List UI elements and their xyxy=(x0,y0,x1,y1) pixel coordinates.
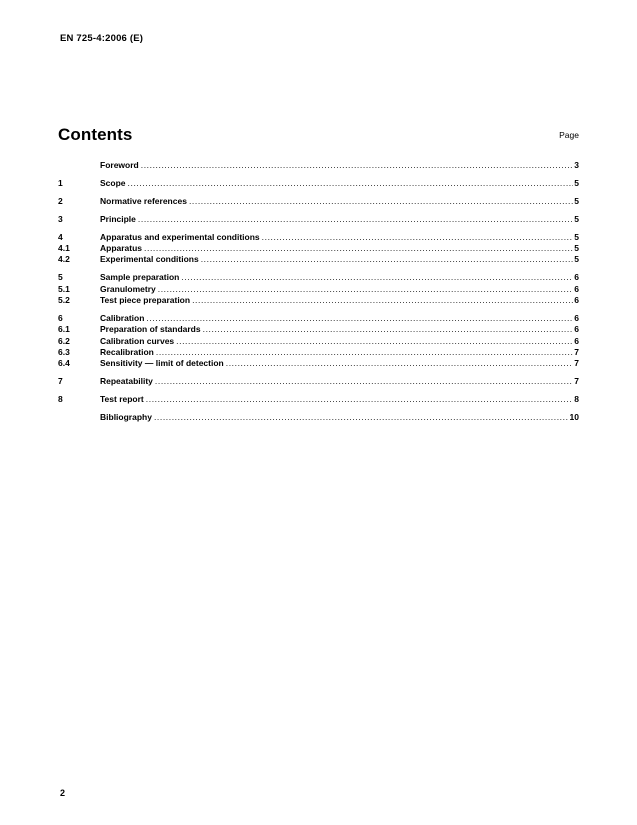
toc-entry-number: 6.1 xyxy=(58,324,70,335)
toc-entry-page: 6 xyxy=(574,272,579,283)
toc-leader-dots xyxy=(154,415,569,424)
toc-entry[interactable] xyxy=(58,178,579,189)
toc-entry-label: Repeatability xyxy=(100,376,153,387)
toc-leader-dots xyxy=(128,180,574,189)
toc-entry[interactable] xyxy=(58,347,579,358)
toc-entry-page: 5 xyxy=(574,177,579,188)
toc-entry[interactable] xyxy=(58,254,579,265)
toc-entry-label: Scope xyxy=(100,177,126,188)
toc-leader-dots xyxy=(146,397,573,406)
toc-entry-label: Test piece preparation xyxy=(100,295,191,305)
toc-entry-label: Apparatus and experimental conditions xyxy=(100,231,260,242)
toc-entry-page: 6 xyxy=(574,312,579,323)
toc-entry-label: Bibliography xyxy=(100,412,152,423)
toc-entry-label: Sensitivity — limit of detection xyxy=(100,358,224,369)
toc-leader-dots xyxy=(146,315,573,324)
toc-entry-page: 7 xyxy=(574,376,579,387)
toc-entry-number: 4 xyxy=(58,231,63,242)
toc-entry-page: 5 xyxy=(574,242,579,253)
page-title: Contents xyxy=(58,125,133,144)
toc-leader-dots xyxy=(262,234,574,243)
toc-entry-page: 3 xyxy=(574,159,579,170)
toc-entry-number: 2 xyxy=(58,195,63,206)
toc-entry-page: 6 xyxy=(574,335,579,346)
toc-leader-dots xyxy=(192,297,573,306)
toc-entry[interactable] xyxy=(58,196,579,207)
toc-entry-page: 8 xyxy=(574,394,579,405)
toc-entry-page: 6 xyxy=(574,283,579,294)
toc-entry-number: 6.3 xyxy=(58,347,70,358)
page-column-label: Page xyxy=(559,130,579,140)
toc-entry-page: 6 xyxy=(574,324,579,335)
toc-entry-label: Test report xyxy=(100,394,144,405)
toc-entry-number: 1 xyxy=(58,177,63,188)
toc-leader-dots xyxy=(144,245,573,254)
toc-entry-page: 7 xyxy=(574,347,579,358)
toc-leader-dots xyxy=(141,162,574,171)
document-header: EN 725-4:2006 (E) xyxy=(60,33,144,44)
toc-entry[interactable] xyxy=(58,295,579,306)
toc-entry-page: 10 xyxy=(569,412,579,423)
toc-entry-page: 5 xyxy=(574,195,579,206)
toc-leader-dots xyxy=(138,216,573,225)
toc-entry[interactable] xyxy=(58,243,579,254)
toc-entry-page: 7 xyxy=(574,358,579,369)
toc-entry-number: 3 xyxy=(58,213,63,224)
toc-entry-number: 4.1 xyxy=(58,242,70,253)
toc-leader-dots xyxy=(176,338,573,347)
toc-entry[interactable] xyxy=(58,324,579,335)
toc-entry[interactable] xyxy=(58,313,579,324)
toc-entry-number: 7 xyxy=(58,376,63,387)
toc-entry[interactable] xyxy=(58,214,579,225)
toc-entry[interactable] xyxy=(58,376,579,387)
toc-entry-page: 5 xyxy=(574,231,579,242)
toc-entry-number: 8 xyxy=(58,394,63,405)
toc-entry-label: Preparation of standards xyxy=(100,324,201,335)
toc-entry-number: 4.2 xyxy=(58,254,70,265)
toc-entry-label: Experimental conditions xyxy=(100,254,199,265)
toc-entry[interactable] xyxy=(58,358,579,369)
toc-leader-dots xyxy=(158,286,574,295)
toc-entry[interactable] xyxy=(58,284,579,295)
toc-entry-label: Normative references xyxy=(100,195,187,206)
toc-leader-dots xyxy=(201,257,574,266)
toc-entry[interactable] xyxy=(58,412,579,423)
toc-entry-label: Apparatus xyxy=(100,242,143,253)
toc-entry[interactable] xyxy=(58,272,579,283)
toc-entry-page: 5 xyxy=(574,213,579,224)
toc-leader-dots xyxy=(189,198,573,207)
toc-leader-dots xyxy=(226,361,574,370)
toc-entry-label: Foreword xyxy=(100,159,139,170)
toc-entry-label: Calibration xyxy=(100,312,145,323)
toc-entry[interactable] xyxy=(58,160,579,171)
toc-entry-label: Sample preparation xyxy=(100,272,180,283)
footer-page-number: 2 xyxy=(60,788,66,798)
toc-leader-dots xyxy=(155,379,573,388)
toc-entry-page: 5 xyxy=(574,254,579,265)
toc-entry[interactable] xyxy=(58,232,579,243)
toc-entry-number: 5.1 xyxy=(58,283,70,294)
toc-entry-label: Recalibration xyxy=(100,347,154,358)
toc-entry-number: 5.2 xyxy=(58,295,70,305)
table-of-contents xyxy=(58,160,579,424)
toc-entry-label: Calibration curves xyxy=(100,335,175,346)
toc-entry-number: 5 xyxy=(58,272,63,283)
toc-entry[interactable] xyxy=(58,394,579,405)
toc-leader-dots xyxy=(156,349,573,358)
toc-entry-number: 6.4 xyxy=(58,358,70,369)
toc-entry-page: 6 xyxy=(574,295,579,305)
toc-leader-dots xyxy=(203,327,574,336)
toc-entry-label: Granulometry xyxy=(100,283,156,294)
toc-entry-number: 6.2 xyxy=(58,335,70,346)
toc-leader-dots xyxy=(181,275,573,284)
toc-entry-label: Principle xyxy=(100,213,136,224)
toc-entry[interactable] xyxy=(58,336,579,347)
toc-entry-number: 6 xyxy=(58,312,63,323)
